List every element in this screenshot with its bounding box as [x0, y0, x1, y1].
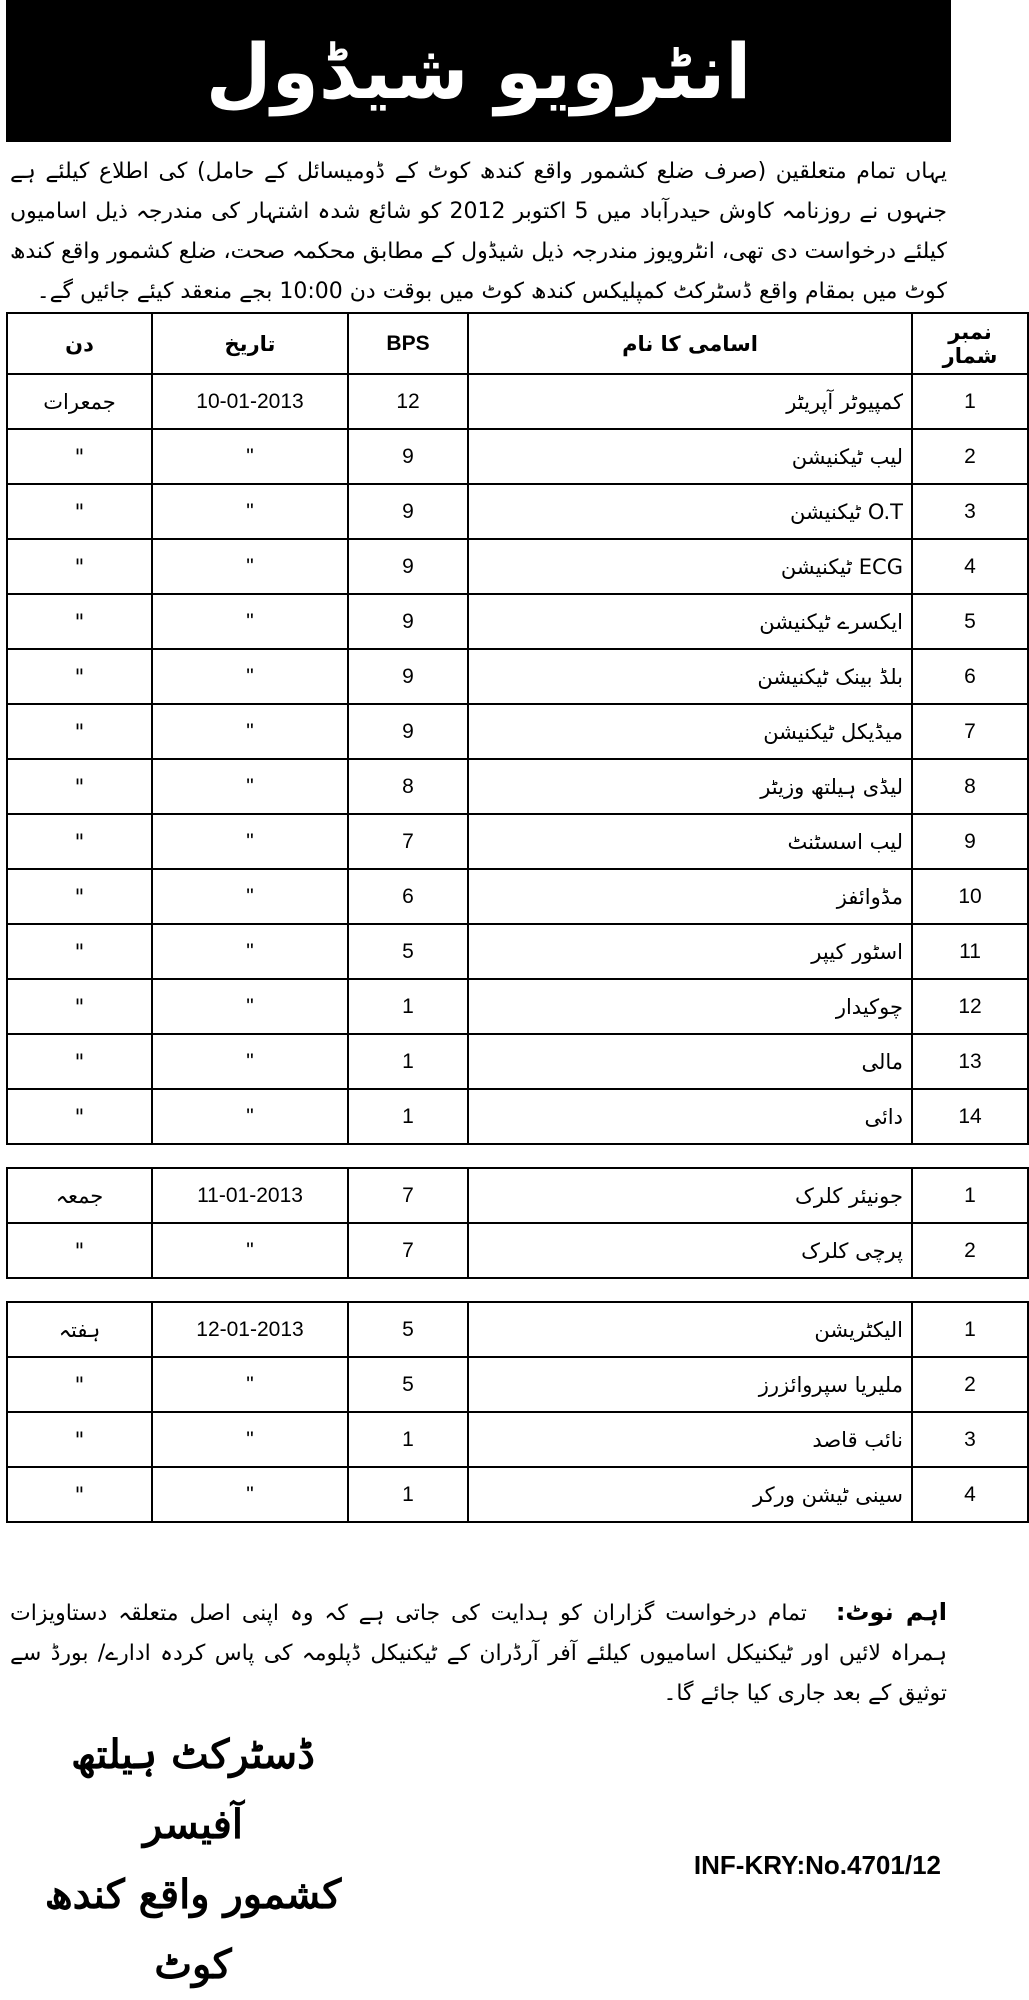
table-row [7, 1467, 1028, 1522]
intro-paragraph: یہاں تمام متعلقین (صرف ضلع کشمور واقع کندھ کوٹ کے ڈومیسائل کے حامل) کی اطلاع کیلئے ہے جنہوں نے روزنامہ کاوش حیدرآباد میں 5 اکتوبر 2012 کو شائع شدہ اشتہار کی مندرجہ ذیل اسامیوں کیلئے درخواست دی تھی، انٹرویوز مندرجہ ذیل شیڈول کے مطابق محکمہ صحت، ضلع کشمور واقع کندھ کوٹ میں بمقام واقع ڈسٹرکٹ کمپلیکس کندھ کوٹ میں بوقت دن 10:00 بجے منعقد کیئے جائیں گے۔ [10, 159, 948, 304]
table-row [7, 429, 1028, 484]
header-date: تاریخ [152, 313, 348, 374]
cell-post-name: لیب اسسٹنٹ [468, 814, 912, 869]
cell-date: " [152, 539, 348, 594]
cell-day: " [7, 1223, 152, 1278]
interview-schedule-table [6, 312, 1029, 1523]
cell-day: " [7, 814, 152, 869]
cell-bps: 6 [348, 869, 468, 924]
cell-bps: 1 [348, 1412, 468, 1467]
table-row [7, 539, 1028, 594]
cell-date: " [152, 1223, 348, 1278]
reference-number: INF-KRY:No.4701/12 [693, 1850, 941, 1880]
table-row [7, 924, 1028, 979]
cell-bps: 1 [348, 979, 468, 1034]
cell-bps: 9 [348, 429, 468, 484]
cell-bps: 5 [348, 1302, 468, 1357]
cell-sr: 8 [912, 759, 1028, 814]
cell-date: " [152, 924, 348, 979]
cell-bps: 5 [348, 924, 468, 979]
table-row [7, 1302, 1028, 1357]
group-separator [7, 1144, 1028, 1168]
cell-day: جمعہ [7, 1168, 152, 1223]
cell-date: " [152, 869, 348, 924]
cell-sr: 9 [912, 814, 1028, 869]
cell-post-name: ECG ٹیکنیشن [468, 539, 912, 594]
table-row [7, 1357, 1028, 1412]
cell-post-name: پرچی کلرک [468, 1223, 912, 1278]
cell-sr: 1 [912, 1302, 1028, 1357]
separator-cell [7, 1144, 1028, 1168]
cell-day: " [7, 1089, 152, 1144]
signature-title: ڈسٹرکٹ ہیلتھ آفیسر [71, 1731, 315, 1848]
cell-sr: 12 [912, 979, 1028, 1034]
cell-bps: 12 [348, 374, 468, 429]
cell-bps: 5 [348, 1357, 468, 1412]
cell-day: " [7, 594, 152, 649]
table-row [7, 1168, 1028, 1223]
cell-bps: 7 [348, 814, 468, 869]
cell-day: " [7, 484, 152, 539]
note-label: اہم نوٹ: [835, 1598, 947, 1626]
signature-location: کشمور واقع کندھ کوٹ [44, 1871, 342, 1988]
cell-sr: 2 [912, 429, 1028, 484]
cell-post-name: نائب قاصد [468, 1412, 912, 1467]
cell-date: 11-01-2013 [152, 1168, 348, 1223]
cell-bps: 1 [348, 1089, 468, 1144]
cell-date: " [152, 704, 348, 759]
table-row [7, 594, 1028, 649]
cell-day: جمعرات [7, 374, 152, 429]
cell-sr: 7 [912, 704, 1028, 759]
cell-post-name: O.T ٹیکنیشن [468, 484, 912, 539]
cell-day: " [7, 869, 152, 924]
cell-sr: 4 [912, 539, 1028, 594]
cell-sr: 1 [912, 374, 1028, 429]
cell-date: " [152, 1467, 348, 1522]
cell-date: " [152, 429, 348, 484]
table-row [7, 1223, 1028, 1278]
cell-sr: 4 [912, 1467, 1028, 1522]
table-row [7, 374, 1028, 429]
table-row [7, 1412, 1028, 1467]
group-separator [7, 1278, 1028, 1302]
cell-date: 12-01-2013 [152, 1302, 348, 1357]
cell-bps: 1 [348, 1034, 468, 1089]
header-bps: BPS [348, 313, 468, 374]
table-row [7, 814, 1028, 869]
cell-day: " [7, 539, 152, 594]
cell-sr: 14 [912, 1089, 1028, 1144]
cell-date: " [152, 1357, 348, 1412]
header-sr: نمبر شمار [912, 313, 1028, 374]
cell-day: " [7, 1357, 152, 1412]
cell-date: " [152, 1034, 348, 1089]
cell-bps: 9 [348, 594, 468, 649]
table-row [7, 1034, 1028, 1089]
cell-post-name: میڈیکل ٹیکنیشن [468, 704, 912, 759]
cell-bps: 9 [348, 649, 468, 704]
separator-cell [7, 1278, 1028, 1302]
cell-sr: 2 [912, 1223, 1028, 1278]
cell-day: " [7, 1467, 152, 1522]
cell-date: " [152, 979, 348, 1034]
cell-post-name: مڈوائفز [468, 869, 912, 924]
table-row [7, 869, 1028, 924]
cell-date: " [152, 814, 348, 869]
cell-sr: 5 [912, 594, 1028, 649]
table-row [7, 484, 1028, 539]
cell-date: " [152, 594, 348, 649]
cell-sr: 1 [912, 1168, 1028, 1223]
cell-post-name: سینی ٹیشن ورکر [468, 1467, 912, 1522]
table-row [7, 649, 1028, 704]
important-note [10, 1592, 947, 1716]
cell-day: " [7, 759, 152, 814]
table-row [7, 759, 1028, 814]
cell-sr: 11 [912, 924, 1028, 979]
cell-day: " [7, 704, 152, 759]
table-row [7, 704, 1028, 759]
cell-day: " [7, 924, 152, 979]
cell-bps: 8 [348, 759, 468, 814]
table-row [7, 1089, 1028, 1144]
cell-date: " [152, 1412, 348, 1467]
cell-date: " [152, 759, 348, 814]
note-text: تمام درخواست گزاران کو ہدایت کی جاتی ہے کہ وہ اپنی اصل متعلقہ دستاویزات ہمراہ لائیں اور ٹیکنیکل اسامیوں کیلئے آفر آرڈران کے ٹیکنیکل ڈپلومہ کی پاس کردہ ادارے/ بورڈ سے توثیق کے بعد جاری کیا جائے گا۔ [10, 1601, 947, 1706]
cell-bps: 7 [348, 1223, 468, 1278]
cell-day: " [7, 649, 152, 704]
signature-block [28, 1720, 358, 2000]
cell-bps: 9 [348, 539, 468, 594]
title-banner [6, 0, 951, 142]
cell-sr: 2 [912, 1357, 1028, 1412]
table-body [7, 374, 1028, 1522]
cell-sr: 6 [912, 649, 1028, 704]
cell-sr: 3 [912, 1412, 1028, 1467]
cell-post-name: اسٹور کیپر [468, 924, 912, 979]
header-post-name: اسامی کا نام [468, 313, 912, 374]
table-header-row [7, 313, 1028, 374]
cell-date: " [152, 649, 348, 704]
cell-bps: 1 [348, 1467, 468, 1522]
cell-day: ہفتہ [7, 1302, 152, 1357]
cell-day: " [7, 429, 152, 484]
cell-bps: 7 [348, 1168, 468, 1223]
header-day: دن [7, 313, 152, 374]
cell-sr: 3 [912, 484, 1028, 539]
cell-sr: 13 [912, 1034, 1028, 1089]
cell-date: " [152, 1089, 348, 1144]
cell-post-name: جونیئر کلرک [468, 1168, 912, 1223]
cell-post-name: مالی [468, 1034, 912, 1089]
cell-post-name: ملیریا سپروائزرز [468, 1357, 912, 1412]
cell-day: " [7, 979, 152, 1034]
page-title: انٹرویو شیڈول [205, 26, 752, 116]
cell-sr: 10 [912, 869, 1028, 924]
cell-bps: 9 [348, 704, 468, 759]
cell-date: " [152, 484, 348, 539]
cell-day: " [7, 1034, 152, 1089]
cell-post-name: دائی [468, 1089, 912, 1144]
cell-post-name: لیب ٹیکنیشن [468, 429, 912, 484]
cell-post-name: چوکیدار [468, 979, 912, 1034]
cell-post-name: لیڈی ہیلتھ وزیٹر [468, 759, 912, 814]
cell-post-name: کمپیوٹر آپریٹر [468, 374, 912, 429]
cell-day: " [7, 1412, 152, 1467]
table-row [7, 979, 1028, 1034]
cell-bps: 9 [348, 484, 468, 539]
cell-date: 10-01-2013 [152, 374, 348, 429]
cell-post-name: الیکٹریشن [468, 1302, 912, 1357]
cell-post-name: بلڈ بینک ٹیکنیشن [468, 649, 912, 704]
cell-post-name: ایکسرے ٹیکنیشن [468, 594, 912, 649]
